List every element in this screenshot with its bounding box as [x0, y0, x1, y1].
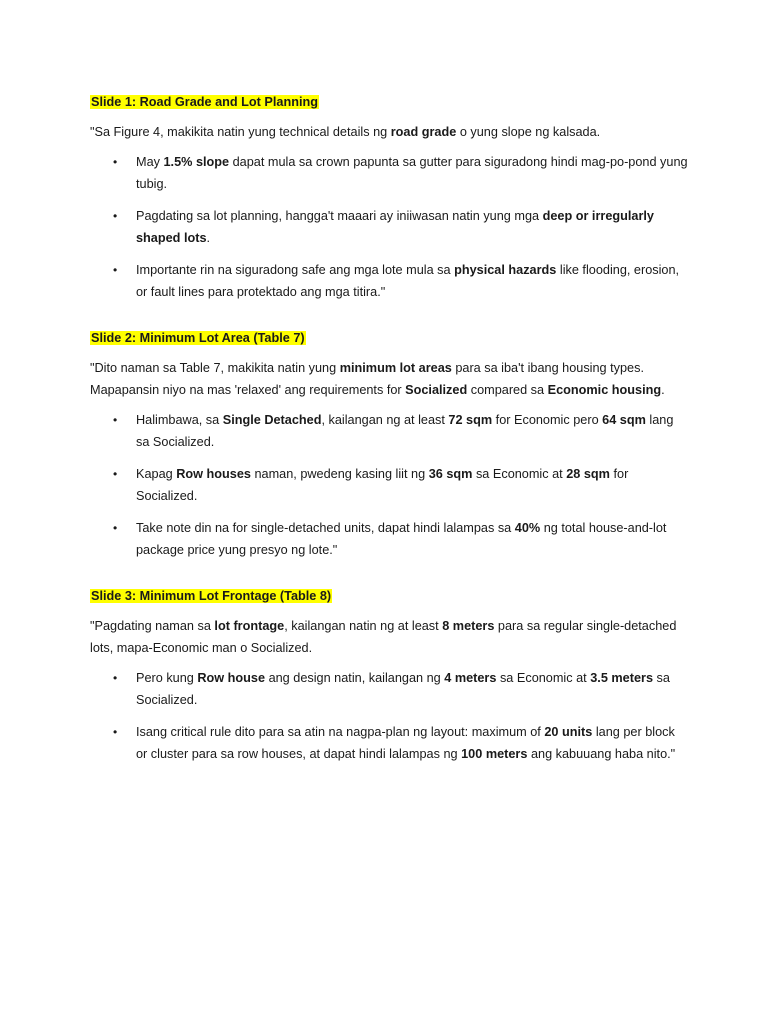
bold-term: Economic housing	[547, 383, 662, 397]
bullet-icon: •	[113, 209, 118, 223]
bold-term: Row houses	[176, 467, 251, 481]
bold-term: 72 sqm	[448, 413, 493, 427]
intro-paragraph: "Sa Figure 4, makikita natin yung technical details ng road grade o yung slope ng kalsada.	[90, 125, 601, 139]
bold-term: 64 sqm	[602, 413, 646, 427]
list-item-text: Isang critical rule dito para sa atin na nagpa-plan ng layout: maximum of 20 units lang per block or cluster para sa row houses, at dapat hindi lalampas ng 100 meters ang kabuuang haba nito."	[136, 725, 676, 761]
bold-term: 20 units	[544, 725, 593, 739]
bullet-icon: •	[113, 155, 118, 169]
bullet-icon: •	[113, 413, 118, 427]
bullet-icon: •	[113, 263, 118, 277]
bold-term: Row house	[197, 671, 266, 685]
bullet-icon: •	[113, 521, 118, 535]
bold-term: 28 sqm	[566, 467, 610, 481]
intro-paragraph: "Dito naman sa Table 7, makikita natin yung minimum lot areas para sa iba't ibang housing types. Mapapansin niyo na mas 'relaxed' ang requirements for Socialized compared sa Economic housing.	[90, 361, 665, 397]
section-heading	[90, 587, 688, 605]
list-item	[90, 667, 688, 711]
bold-term: 3.5 meters	[590, 671, 654, 685]
heading-highlight: Slide 1: Road Grade and Lot Planning	[91, 95, 318, 109]
bold-term: minimum lot areas	[339, 361, 452, 375]
section-heading	[90, 329, 688, 347]
list-item-text: Kapag Row houses naman, pwedeng kasing liit ng 36 sqm sa Economic at 28 sqm for Socialized.	[136, 467, 629, 503]
bold-term: 4 meters	[444, 671, 497, 685]
bold-term: physical hazards	[454, 263, 557, 277]
bold-term: 100 meters	[461, 747, 528, 761]
list-item-text: Pagdating sa lot planning, hangga't maaari ay iniiwasan natin yung mga deep or irregularly shaped lots.	[136, 209, 654, 245]
bullet-icon: •	[113, 467, 118, 481]
bullet-list	[90, 409, 688, 561]
bullet-list	[90, 151, 688, 303]
heading-highlight: Slide 3: Minimum Lot Frontage (Table 8)	[91, 589, 332, 603]
bullet-icon: •	[113, 671, 118, 685]
bold-term: 8 meters	[442, 619, 495, 633]
bullet-list	[90, 667, 688, 765]
section-heading	[90, 93, 688, 111]
list-item	[90, 721, 688, 765]
bullet-icon: •	[113, 725, 118, 739]
slide-3-section	[90, 587, 688, 765]
bold-term: Single Detached	[222, 413, 322, 427]
list-item	[90, 409, 688, 453]
slide-2-section	[90, 329, 688, 561]
bold-term: 40%	[514, 521, 541, 535]
list-item-text: May 1.5% slope dapat mula sa crown papunta sa gutter para siguradong hindi mag-po-pond yung tubig.	[136, 155, 688, 191]
bold-term: 36 sqm	[428, 467, 473, 481]
list-item-text: Importante rin na siguradong safe ang mga lote mula sa physical hazards like flooding, erosion, or fault lines para protektado ang mga titira."	[136, 263, 680, 299]
bold-term: road grade	[390, 125, 457, 139]
list-item-text: Take note din na for single-detached units, dapat hindi lalampas sa 40% ng total house-and-lot package price yung presyo ng lote."	[136, 521, 667, 557]
bold-term: Socialized	[405, 383, 468, 397]
bold-term: lot frontage	[214, 619, 285, 633]
heading-highlight: Slide 2: Minimum Lot Area (Table 7)	[91, 331, 305, 345]
list-item	[90, 259, 688, 303]
intro-paragraph: "Pagdating naman sa lot frontage, kailangan natin ng at least 8 meters para sa regular single-detached lots, mapa-Economic man o Socialized.	[90, 619, 677, 655]
list-item-text: Pero kung Row house ang design natin, kailangan ng 4 meters sa Economic at 3.5 meters sa Socialized.	[136, 671, 670, 707]
bold-term: 1.5% slope	[163, 155, 230, 169]
list-item-text: Halimbawa, sa Single Detached, kailangan ng at least 72 sqm for Economic pero 64 sqm lang sa Socialized.	[136, 413, 674, 449]
list-item	[90, 517, 688, 561]
bold-term: deep or irregularly shaped lots	[136, 209, 654, 245]
list-item	[90, 205, 688, 249]
list-item	[90, 151, 688, 195]
list-item	[90, 463, 688, 507]
slide-1-section	[90, 93, 688, 303]
